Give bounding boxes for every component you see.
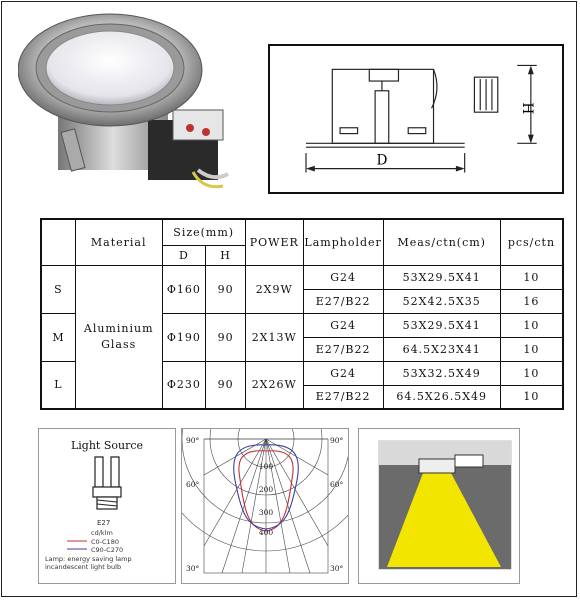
angle-label: 30°: [186, 564, 200, 573]
light-source-title: Light Source: [70, 439, 144, 452]
cell-power: 2X13W: [245, 313, 303, 361]
angle-label: 90°: [186, 436, 200, 445]
diameter-label: D: [376, 152, 388, 169]
ring-label: 200: [258, 485, 274, 494]
angle-label: 30°: [330, 564, 344, 573]
header-lampholder: Lampholder: [303, 219, 383, 265]
downlight-product-photo: [18, 10, 240, 200]
header-meas: Meas/ctn(cm): [383, 219, 500, 265]
cell-pcs: 10: [500, 337, 563, 361]
header-d: D: [162, 245, 206, 265]
cell-lampholder: E27/B22: [303, 289, 383, 313]
bulb-base-label: E27: [97, 519, 111, 527]
cell-d: Φ230: [162, 361, 206, 409]
angle-label: 60°: [186, 480, 200, 489]
cell-meas: 64.5X23X41: [383, 337, 500, 361]
legend-swatches: [67, 537, 87, 553]
header-h: H: [206, 245, 246, 265]
unit-label: cd/klm: [91, 529, 113, 537]
cell-meas: 53X29.5X41: [383, 265, 500, 289]
note-line2: incandescent light bulb: [45, 563, 122, 571]
cell-pcs: 10: [500, 313, 563, 337]
header-material: Material: [75, 219, 162, 265]
header-power: POWER: [245, 219, 303, 265]
beam-illustration-panel: [358, 428, 520, 584]
cell-h: 90: [206, 265, 246, 313]
table-row: [41, 265, 563, 289]
angle-label: 90°: [330, 436, 344, 445]
cell-pcs: 10: [500, 385, 563, 409]
polar-diagram-panel: [181, 428, 349, 584]
cell-meas: 53X29.5X41: [383, 313, 500, 337]
spec-table: [40, 218, 564, 410]
cell-meas: 52X42.5X35: [383, 289, 500, 313]
ring-label: 300: [258, 508, 274, 517]
cell-h: 90: [206, 361, 246, 409]
cell-lampholder: G24: [303, 361, 383, 385]
cell-power: 2X9W: [245, 265, 303, 313]
cell-lampholder: G24: [303, 265, 383, 289]
cell-meas: 64.5X26.5X49: [383, 385, 500, 409]
ring-label: 400: [258, 528, 274, 537]
fixture-icon: [419, 459, 455, 473]
angle-label: 60°: [330, 480, 344, 489]
glass-lens: [46, 31, 174, 105]
light-source-panel: [38, 428, 176, 584]
corner-cell: [41, 219, 75, 265]
cell-lampholder: E27/B22: [303, 385, 383, 409]
header-pcs: pcs/ctn: [500, 219, 563, 265]
legend-c90: C90-C270: [91, 546, 124, 554]
cell-d: Φ190: [162, 313, 206, 361]
cell-meas: 53X32.5X49: [383, 361, 500, 385]
beam-illustration: [359, 429, 519, 583]
ring-label: 100: [258, 462, 274, 471]
size-label: L: [41, 361, 75, 409]
height-label: H: [519, 102, 536, 115]
dimension-drawing: [268, 44, 564, 194]
cell-pcs: 10: [500, 265, 563, 289]
cell-lampholder: G24: [303, 313, 383, 337]
terminal-block: [173, 110, 223, 140]
cell-lampholder: E27/B22: [303, 337, 383, 361]
cell-power: 2X26W: [245, 361, 303, 409]
header-size: Size(mm): [162, 219, 245, 245]
polar-diagram: [182, 429, 348, 583]
note-line1: Lamp: energy saving lamp: [45, 555, 132, 563]
material-value: Aluminium Glass: [75, 265, 162, 409]
cfl-bulb-icon: [87, 453, 127, 517]
legend-c0: C0-C180: [91, 538, 119, 546]
size-label: S: [41, 265, 75, 313]
size-label: M: [41, 313, 75, 361]
cell-pcs: 16: [500, 289, 563, 313]
cell-d: Φ160: [162, 265, 206, 313]
cell-pcs: 10: [500, 361, 563, 385]
cell-h: 90: [206, 313, 246, 361]
